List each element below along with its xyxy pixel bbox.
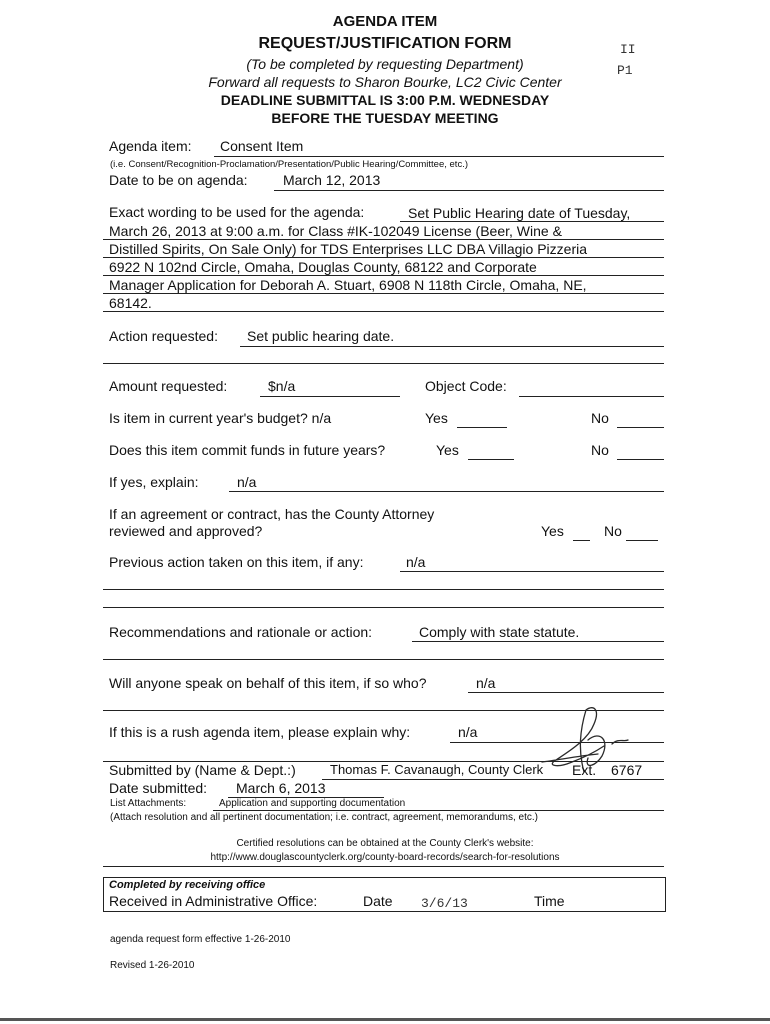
- submitted-by-value: Thomas F. Cavanaugh, County Clerk: [330, 762, 544, 777]
- certified-resolutions-note: Certified resolutions can be obtained at the County Clerk's website:: [236, 838, 534, 849]
- received-date-value: 3/6/13: [421, 896, 468, 911]
- form-subtitle: REQUEST/JUSTIFICATION FORM: [258, 35, 512, 52]
- previous-action-value: n/a: [406, 554, 426, 570]
- stamp-code-2: P1: [617, 63, 633, 78]
- ext-value: 6767: [611, 762, 643, 778]
- if-yes-label: If yes, explain:: [109, 474, 199, 490]
- exact-wording-label: Exact wording to be used for the agenda:: [109, 204, 365, 220]
- amount-requested-value: $n/a: [268, 378, 296, 394]
- budget-yes-label: Yes: [425, 410, 448, 426]
- received-in-admin-label: Received in Administrative Office:: [109, 893, 318, 909]
- action-requested-value: Set public hearing date.: [247, 328, 395, 344]
- exact-wording-line-5: Manager Application for Deborah A. Stuart, 6908 N 118th Circle, Omaha, NE,: [109, 277, 587, 293]
- date-submitted-value: March 6, 2013: [236, 780, 326, 796]
- deadline-line-1: DEADLINE SUBMITTAL IS 3:00 P.M. WEDNESDAY: [220, 92, 550, 108]
- agreement-question-line-2: reviewed and approved?: [109, 523, 263, 539]
- forward-note: Forward all requests to Sharon Bourke, LC2 Civic Center: [208, 74, 562, 90]
- stamp-code-1: II: [620, 42, 636, 57]
- exact-wording-line-2: March 26, 2013 at 9:00 a.m. for Class #IK-102049 License (Beer, Wine &: [109, 223, 562, 239]
- budget-question: Is item in current year's budget? n/a: [109, 410, 332, 426]
- form-title: AGENDA ITEM: [332, 13, 438, 30]
- agenda-item-value: Consent Item: [220, 138, 304, 154]
- speakers-value: n/a: [476, 675, 496, 691]
- form-revised-note: Revised 1-26-2010: [110, 960, 195, 971]
- recommendations-label: Recommendations and rationale or action:: [109, 624, 373, 640]
- object-code-label: Object Code:: [425, 378, 507, 394]
- completion-note: (To be completed by requesting Department): [246, 56, 524, 72]
- rush-label: If this is a rush agenda item, please explain why:: [109, 724, 411, 740]
- previous-action-label: Previous action taken on this item, if any:: [109, 554, 364, 570]
- future-funds-no-label: No: [591, 442, 609, 458]
- receiving-office-title: Completed by receiving office: [109, 879, 266, 891]
- form-effective-note: agenda request form effective 1-26-2010: [110, 934, 291, 945]
- exact-wording-line-3: Distilled Spirits, On Sale Only) for TDS Enterprises LLC DBA Villagio Pizzeria: [109, 241, 587, 257]
- date-on-agenda-value: March 12, 2013: [283, 172, 381, 188]
- exact-wording-line-6: 68142.: [109, 295, 152, 311]
- agenda-item-hint: (i.e. Consent/Recognition-Proclamation/Presentation/Public Hearing/Committee, etc.): [110, 159, 468, 170]
- ext-label: Ext.: [572, 762, 597, 778]
- deadline-line-2: BEFORE THE TUESDAY MEETING: [271, 110, 499, 126]
- recommendations-value: Comply with state statute.: [419, 624, 580, 640]
- future-funds-question: Does this item commit funds in future years?: [109, 442, 386, 458]
- rush-value: n/a: [458, 724, 478, 740]
- agreement-no-label: No: [604, 523, 622, 539]
- attachments-value: Application and supporting documentation: [219, 798, 406, 809]
- speakers-label: Will anyone speak on behalf of this item, if so who?: [109, 675, 427, 691]
- budget-no-label: No: [591, 410, 609, 426]
- received-date-label: Date: [363, 893, 393, 909]
- agreement-question-line-1: If an agreement or contract, has the County Attorney: [109, 506, 435, 522]
- amount-requested-label: Amount requested:: [109, 378, 228, 394]
- exact-wording-line-1: Set Public Hearing date of Tuesday,: [408, 205, 631, 221]
- submitted-by-label: Submitted by (Name & Dept.:): [109, 762, 296, 778]
- date-submitted-label: Date submitted:: [109, 780, 208, 796]
- agreement-yes-label: Yes: [541, 523, 564, 539]
- attachments-label: List Attachments:: [110, 798, 187, 809]
- future-funds-yes-label: Yes: [436, 442, 459, 458]
- attachments-note: (Attach resolution and all pertinent documentation; i.e. contract, agreement, memorandums, etc.): [110, 812, 538, 823]
- received-time-label: Time: [534, 893, 565, 909]
- agenda-item-label: Agenda item:: [109, 138, 192, 154]
- date-on-agenda-label: Date to be on agenda:: [109, 172, 248, 188]
- exact-wording-line-4: 6922 N 102nd Circle, Omaha, Douglas County, 68122 and Corporate: [109, 259, 537, 275]
- scan-edge: [0, 1018, 770, 1021]
- if-yes-value: n/a: [237, 474, 257, 490]
- certified-resolutions-url: http://www.douglascountyclerk.org/county-board-records/search-for-resolutions: [210, 852, 560, 863]
- action-requested-label: Action requested:: [109, 328, 218, 344]
